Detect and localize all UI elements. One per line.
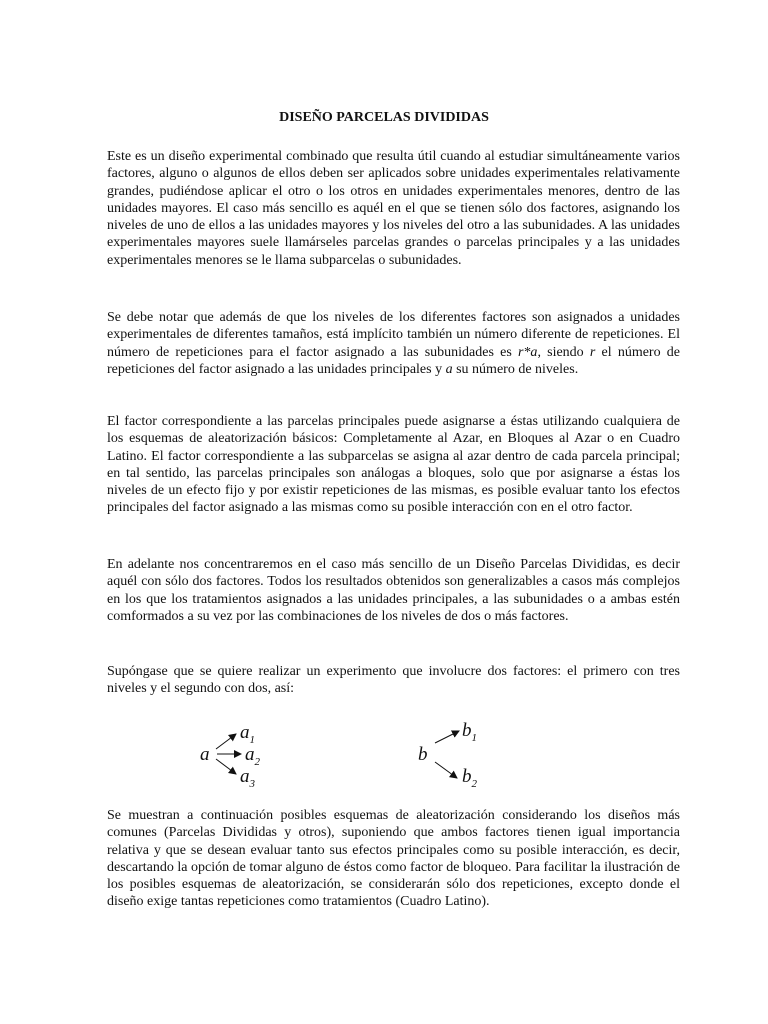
paragraph-text: su número de niveles. — [452, 361, 579, 377]
factor-a-root: a — [200, 744, 210, 765]
level-a2: $a_2$ — [245, 744, 260, 768]
paragraph-experiment: Supóngase que se quiere realizar un experimento que involucre dos factores: el primero con tres niveles y el segundo con dos, así: — [107, 664, 680, 697]
arrow-a-to-a3 — [216, 759, 236, 774]
level-b2: $b_2$ — [462, 766, 477, 790]
variable-a: a — [445, 361, 453, 377]
paragraph-repetitions — [107, 309, 680, 378]
paragraph-randomization: Se muestran a continuación posibles esquemas de aleatorización considerando los diseños más comunes (Parcelas Divididas y otros), suponiendo que ambos factores tienen igual importancia relativa y que se desean evaluar tanto sus efectos principales como su posible interacción, es decir, descartando la opción de tomar alguno de éstos como factor de bloqueo. Para facilitar la ilustración de los posibles esquemas de aleatorización, se considerarán sólo dos repeticiones, excepto donde el diseño exige tantas repeticiones como tratamientos (Cuadro Latino). — [107, 808, 680, 910]
paragraph-text: , siendo — [537, 344, 590, 360]
paragraph-main-plots: El factor correspondiente a las parcelas principales puede asignarse a éstas utilizando cualquiera de los esquemas de aleatorización básicos: Completamente al Azar, en Bloques al Azar o en Cuadro Latino. El factor correspondiente a las subparcelas se asigna al azar dentro de cada parcela principal; en tal sentido, las parcelas principales son análogas a bloques, solo que por asignarse a éstas los niveles de un efecto fijo y por existir repeticiones de las mismas, es posible evaluar tanto los efectos principales del factor asignado a las mismas como su posible interacción con en el otro factor. — [107, 414, 680, 516]
paragraph-text: el número de repeticiones del factor asignado a las unidades principales y — [107, 344, 680, 377]
variable-r: r — [589, 344, 596, 360]
arrow-b-to-b1 — [435, 731, 459, 743]
level-a3: $a_3$ — [240, 766, 255, 790]
paragraph-simplest-case: En adelante nos concentraremos en el caso más sencillo de un Diseño Parcelas Divididas, es decir aquél con sólo dos factores. Todos los resultados obtenidos son generalizables a casos más complejos en los que los tratamientos asignados a las unidades principales, a las subunidades o a ambas estén comformados a su vez por las combinaciones de los niveles de dos o más factores. — [107, 557, 680, 624]
level-a1: $a_1$ — [240, 722, 255, 746]
page-title: DISEÑO PARCELAS DIVIDIDAS — [279, 110, 489, 125]
paragraph-text: Se debe notar que además de que los niveles de los diferentes factores son asignados a unidades experimentales de diferentes tamaños, está implícito también un número diferente de repeticiones. El número de repeticiones para el factor asignado a las subunidades es — [107, 310, 680, 360]
arrow-a-to-a1 — [216, 734, 236, 749]
factor-b-root: b — [418, 744, 428, 765]
formula-r-times-a: r*a — [517, 344, 538, 360]
level-b1: $b_1$ — [462, 720, 477, 744]
arrow-b-to-b2 — [435, 762, 457, 778]
paragraph-intro: Este es un diseño experimental combinado que resulta útil cuando al estudiar simultáneamente varios factores, alguno o algunos de ellos deben ser aplicados sobre unidades experimentales relativamente grandes, pudiéndose aplicar el otro o los otros en unidades experimentales menores, dentro de las unidades mayores. El caso más sencillo es aquél en el que se tienen sólo dos factores, asignando los niveles de uno de ellos a las unidades mayores y los niveles del otro a las subunidades. A las unidades experimentales mayores suele llamárseles parcelas grandes o parcelas principales y a las unidades experimentales menores se le llama subparcelas o subunidades. — [107, 149, 680, 268]
